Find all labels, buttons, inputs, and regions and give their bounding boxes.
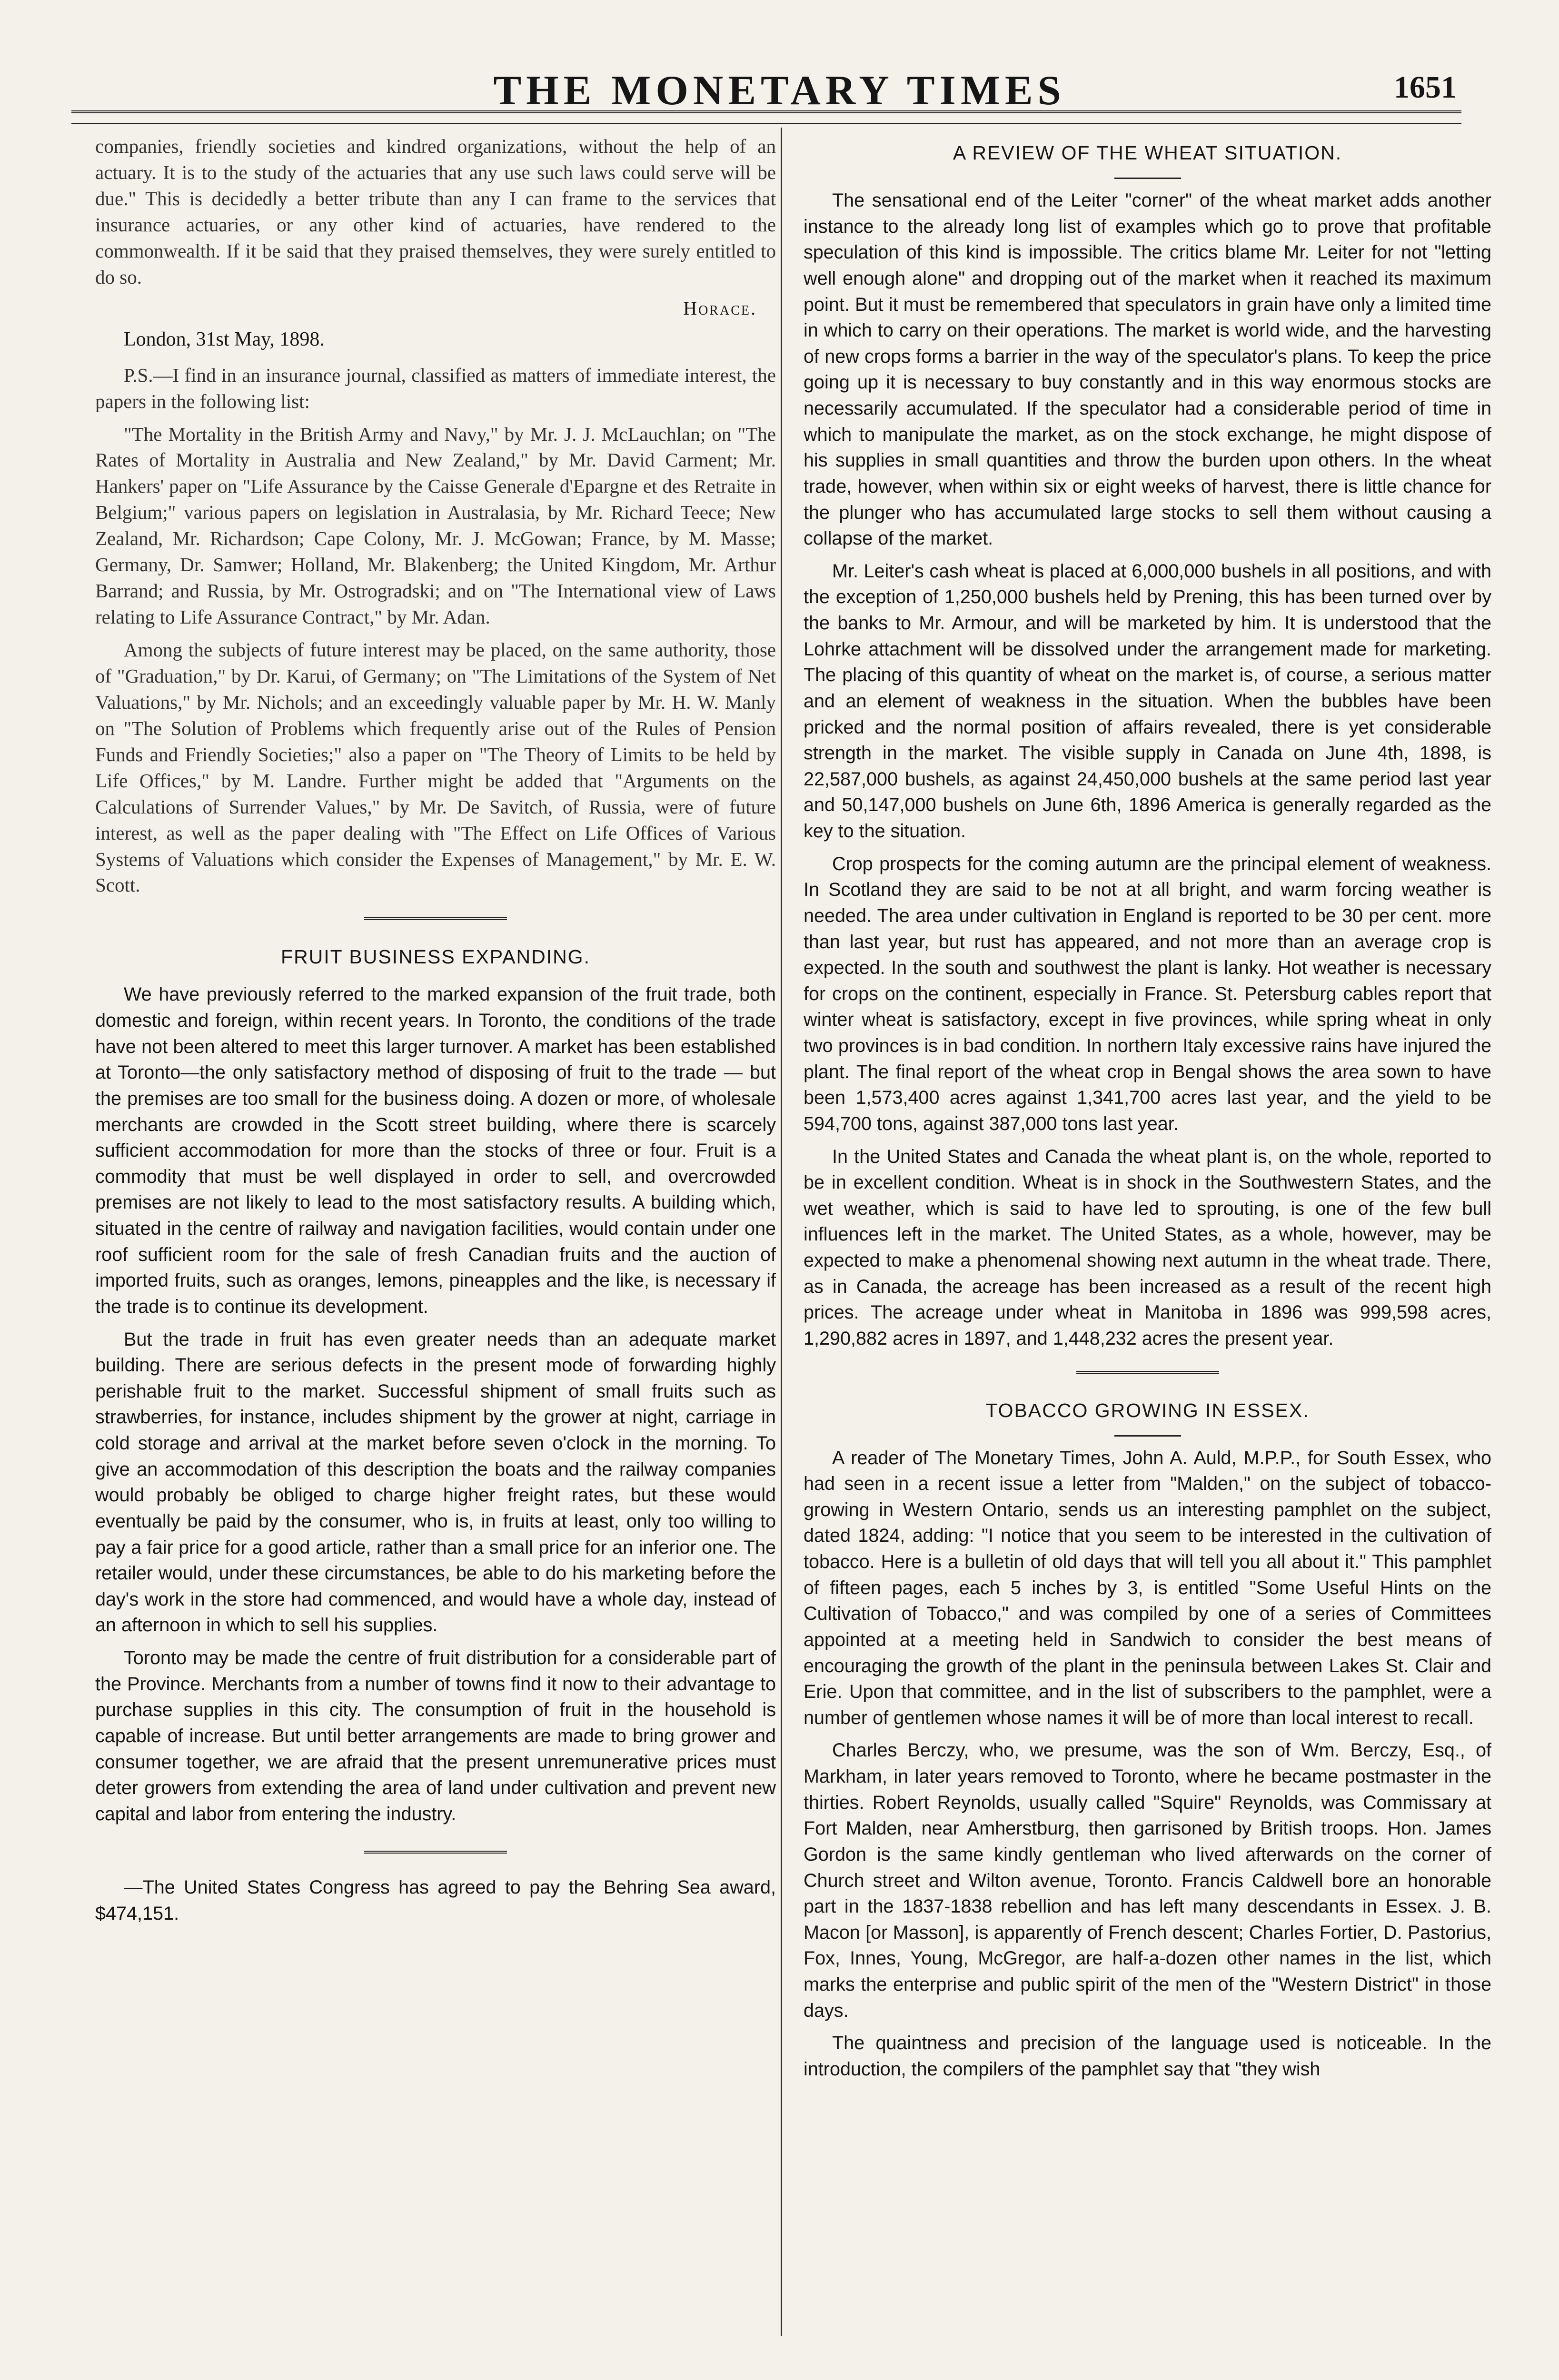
papers-list: "The Mortality in the British Army and Navy," by Mr. J. J. McLauchlan; on "The Rates of Mortality in Australia and New Zealand," by Mr. David Carment; Mr. Hankers' paper on "Life Assurance by the Caisse Generale d'Epargne et des Retraite in Belgium;" various papers on legislation in Australasia, by Mr. Richard Teece; New Zealand, Mr. Richardson; Cape Colony, Mr. J. McGowan; France, by M. Masse; Germany, Dr. Samwer; Holland, Mr. Blakenberg; the United Kingdom, Mr. Arthur Barrand; and Russia, by Mr. Ostrogradski; and on "The International view of Laws relating to Life Assurance Contract," by Mr. Adan. (95, 423, 776, 628)
wheat-heading-rule (1114, 178, 1181, 179)
section-separator-right (1076, 1371, 1219, 1376)
wheat-paragraph-3: Crop prospects for the coming autumn are the principal element of weakness. In Scotland they are said to be not at all bright, and warm forcing weather is needed. The area under cultivation in England is reported to be 30 per cent. more than last year, but rust has appeared, and not more than an average crop is expected. In the south and southwest the plant is lanky. Hot weather is necessary for crops on the continent, especially in France. St. Petersburg cables report that winter wheat is satisfactory, except in five provinces, while spring wheat in only two provinces is in bad condition. In northern Italy excessive rains have injured the plant. The final report of the wheat crop in Bengal shows the area sown to have been 1,573,400 acres against 1,341,700 acres last year, and the yield to be 594,700 tons, against 387,000 tons last year. (804, 853, 1491, 1134)
fruit-heading: FRUIT BUSINESS EXPANDING. (281, 946, 590, 968)
fruit-article (95, 982, 776, 1827)
section-separator (364, 917, 507, 922)
wheat-article (804, 188, 1491, 1352)
fruit-paragraph-1: We have previously referred to the marked expansion of the fruit trade, both domestic and foreign, within recent years. In Toronto, the conditions of the trade have not been altered to meet this larger turnover. A market has been established at Toronto—the only satisfactory method of disposing of fruit to the trade — but the premises are too small for the business doing. A dozen or more, of wholesale merchants are crowded in the Scott street building, where there is scarcely sufficient accommodation for more than the stocks of three or four. Fruit is a commodity that must be well displayed in order to sell, and overcrowded premises are not likely to lead to the most satisfactory results. A building which, situated in the centre of railway and navigation facilities, would contain under one roof sufficient room for the sale of fresh Canadian fruits and the auction of imported fruits, such as oranges, lemons, pineapples and the like, is necessary if the trade is to continue its development. (95, 984, 776, 1317)
letter-dateline: London, 31st May, 1898. (124, 328, 325, 350)
header-rule (71, 110, 1461, 115)
tobacco-heading: TOBACCO GROWING IN ESSEX. (985, 1399, 1310, 1421)
letter-signature: Horace. (683, 297, 757, 319)
fruit-paragraph-2: But the trade in fruit has even greater needs than an adequate market building. There are serious defects in the present mode of forwarding highly perishable fruit to the market. Successful shipment of small fruits such as strawberries, for instance, includes shipment by the grower at night, carriage in cold storage and arrival at the market before seven o'clock in the morning. To give an accommodation of this description the boats and the railway companies would probably be obliged to charge higher freight rates, but these would eventually be paid by the consumer, who is, in fruits at least, only too willing to pay a fair price for a good article, rather than a small price for an inferior one. The retailer would, under these circumstances, be able to do his marketing before the day's work in the store had commenced, and would have a whole day, instead of an afternoon in which to sell his supplies. (95, 1329, 776, 1636)
tobacco-heading-rule (1114, 1435, 1181, 1437)
header-rule-thin (71, 123, 1461, 124)
future-papers: Among the subjects of future interest may be placed, on the same authority, those of "Graduation," by Dr. Karui, of Germany; on "The Limitations of the System of Net Valuations," by Mr. Nichols; and an exceedingly valuable paper by Mr. H. W. Manly on "The Solution of Problems which frequently arise out of the Rules of Pension Funds and Friendly Societies;" also a paper on "The Theory of Limits to be held by Life Offices," by M. Landre. Further might be added that "Arguments on the Calculations of Surrender Values," by Mr. De Savitch, of Russia, were of future interest, as well as the paper dealing with "The Effect on Life Offices of Various Systems of Valuations which consider the Expenses of Management," by Mr. E. W. Scott. (95, 639, 776, 896)
wheat-heading: A REVIEW OF THE WHEAT SITUATION. (953, 142, 1342, 164)
letter-paragraph: companies, friendly societies and kindred organizations, without the help of an actuary. It is to the study of the actuaries that any use such laws could serve will be due." This is decidedly a better tribute than any I can frame to the services that insurance actuaries, or any other kind of actuaries, have rendered to the commonwealth. If it be said that they praised themselves, they were surely entitled to do so. (95, 135, 776, 288)
tobacco-paragraph-2: Charles Berczy, who, we presume, was the son of Wm. Berczy, Esq., of Markham, in later years removed to Toronto, where he became postmaster in the thirties. Robert Reynolds, usually called "Squire" Reynolds, was Commissary at Fort Malden, near Amherstburg, then garrisoned by British troops. Hon. James Gordon is the same kindly gentleman who lived afterwards on the corner of Church street and Wilton avenue, Toronto. Francis Caldwell bore an honorable part in the 1837-1838 rebellion and has left many descendants in Essex. J. B. Macon [or Masson], is apparently of French descent; Charles Fortier, D. Pastorius, Fox, Innes, Young, McGregor, are half-a-dozen other names in the list, which marks the enterprise and public spirit of the men of the "Western District" in those days. (804, 1740, 1491, 2021)
postscript: P.S.—I find in an insurance journal, classified as matters of immediate interest, the papers in the following list: (95, 364, 776, 412)
masthead-title: THE MONETARY TIMES (493, 68, 1066, 114)
behring-note-text: —The United States Congress has agreed to pay the Behring Sea award, $474,151. (95, 1877, 776, 1924)
section-separator-bottom (364, 1851, 507, 1855)
column-divider (781, 128, 782, 2336)
left-column (95, 133, 776, 1934)
wheat-paragraph-4: In the United States and Canada the wheat plant is, on the whole, reported to be in excellent condition. Wheat is in shock in the Southwestern States, and the wet weather, which is said to have led to sprouting, is one of the few bull influences left in the market. The United States, as a whole, however, may be expected to make a phenomenal showing next autumn in the wheat trade. There, as in Canada, the acreage has been increased as a result of the recent high prices. The acreage under wheat in Manitoba in 1896 was 999,598 acres, 1,290,882 acres in 1897, and 1,448,232 acres the present year. (804, 1146, 1491, 1349)
tobacco-paragraph-3: The quaintness and precision of the language used is noticeable. In the introduction, the compilers of the pamphlet say that "they wish (804, 2033, 1491, 2080)
wheat-paragraph-2: Mr. Leiter's cash wheat is placed at 6,000,000 bushels in all positions, and with the exception of 1,250,000 bushels held by Prening, this has been turned over by the banks to Mr. Armour, and will be marketed by him. It is understood that the Lohrke attachment will be dissolved under the arrangement made for marketing. The placing of this quantity of wheat on the market is, of course, a serious matter and an element of weakness in the situation. When the bubbles have been pricked and the normal position of affairs revealed, there is yet considerable strength in the market. The visible supply in Canada on June 4th, 1898, is 22,587,000 bushels, as against 24,450,000 bushels at the same period last year and 50,147,000 bushels on June 6th, 1896 America is generally regarded as the key to the situation. (804, 560, 1491, 842)
behring-note (95, 1874, 776, 1926)
wheat-paragraph-1: The sensational end of the Leiter "corner" of the wheat market adds another instance to the already long list of examples which go to prove that profitable speculation of this kind is impossible. The critics blame Mr. Leiter for not "letting well enough alone" and dropping out of the market when it reached its maximum point. But it must be remembered that speculators in grain have only a limited time in which to carry on their operations. The market is world wide, and the harvesting of new crops forms a barrier in the way of the speculator's plans. To keep the price going up it is necessary to buy constantly and in this way enormous stocks are necessarily accumulated. If the speculator had a considerable period of time in which to manipulate the market, as on the stock exchange, he might dispose of his supplies in small quantities and throw the burden upon others. In the wheat trade, however, when within six or eight weeks of harvest, there is little chance for the plunger who has accumulated large stocks to sell them without causing a collapse of the market. (804, 190, 1491, 549)
tobacco-paragraph-1: A reader of The Monetary Times, John A. Auld, M.P.P., for South Essex, who had seen in a recent issue a letter from "Malden," on the subject of tobacco-growing in Western Ontario, sends us an interesting pamphlet on the subject, dated 1824, adding: "I notice that you seem to be interested in the cultivation of tobacco. Here is a bulletin of old days that will tell you all about it." This pamphlet of fifteen pages, each 5 inches by 3, is entitled "Some Useful Hints on the Cultivation of Tobacco," and was compiled by one of a series of Committees appointed at a meeting held in Sandwich to consider the best means of encouraging the growth of the plant in the peninsula between Lakes St. Clair and Erie. Upon that committee, and in the list of subscribers to the pamphlet, were a number of gentlemen whose names it will be of more than local interest to recall. (804, 1447, 1491, 1728)
right-column (804, 133, 1491, 2089)
fruit-paragraph-3: Toronto may be made the centre of fruit distribution for a considerable part of the Province. Merchants from a number of towns find it now to their advantage to purchase supplies in this city. The consumption of fruit in the household is capable of increase. But until better arrangements are made to bring grower and consumer together, we are afraid that the present unremunerative prices must deter growers from extending the area of land under cultivation and prevent new capital and labor from entering the industry. (95, 1647, 776, 1825)
page-number: 1651 (1394, 70, 1457, 105)
letter-continuation (95, 133, 776, 898)
tobacco-article (804, 1445, 1491, 2082)
